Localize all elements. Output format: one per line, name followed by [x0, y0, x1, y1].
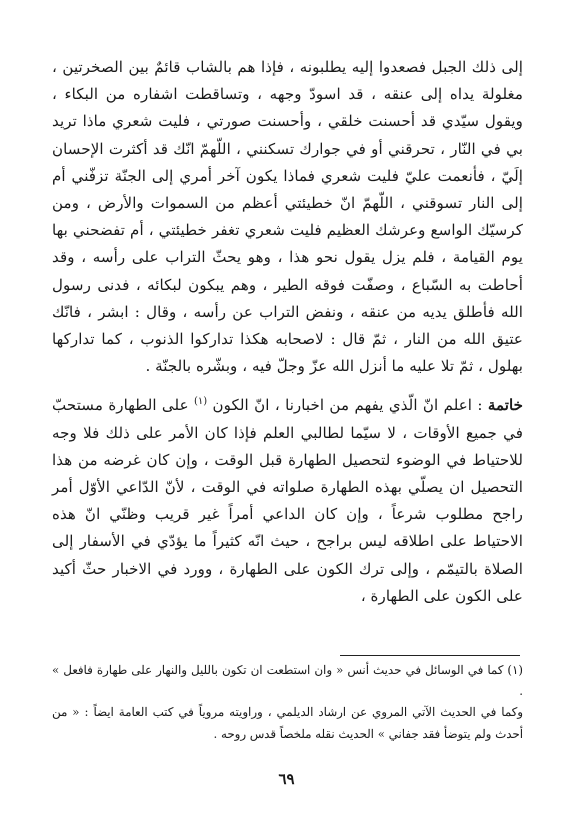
footnote-separator — [340, 655, 520, 656]
paragraph-1: إلى ذلك الجبل فصعدوا إليه يطلبونه ، فإذا هم بالشاب قائمٌ بين الصخرتين ، مغلولة يداه إلى عنقه ، قد اسودّ وجهه ، وتساقطت اشفاره من البكاء ، ويقول سيّدي قد أحسنت خلقي ، وأحسنت صورتي ، فليت شعري ماذا تريد بي في النّار ، تحرقني أو في جوارك تسكنني ، اللّهمّ انّك قد أكثرت الإحسان إلَيّ ، فأنعمت عليّ فليت شعري فماذا يكون آخر أمري إلى الجنّة تزفّني أم إلى النار تسوقني ، اللّهمّ انّ خطيئتي أعظم من السموات والأرض ، ومن كرسيّك الواسع وعرشك العظيم فليت شعري تغفر خطيئتي ، أم تفضحني بها يوم القيامة ، فلم يزل يقول نحو هذا ، وهو يحثّ التراب على رأسه ، وقد أحاطت به السّباع ، وصفّت فوقه الطير ، وهم يبكون لبكائه ، فدنى رسول الله فأطلق يديه من عنقه ، ونفض التراب عن رأسه ، وقال : ابشر ، فانّك عتيق الله من النار ، ثمّ قال : لاصحابه هكذا تداركوا الذنوب ، كما تداركها بهلول ، ثمّ تلا عليه ما أنزل الله عزّ وجلّ فيه ، وبشّره بالجنّة . — [52, 58, 523, 376]
page-number: ٦٩ — [278, 770, 295, 788]
footnote-reference: (١) — [194, 396, 208, 408]
paragraph-2 — [52, 392, 523, 610]
paragraph-2-text-a: : اعلم انّ الّذي يفهم من اخبارنا ، انّ الكون — [207, 396, 488, 415]
footnote-2: وكما في الحديث الآتي المروي عن ارشاد الديلمي ، وراويته مروياً في كتب العامة ايضاً : « من أحدث ولم يتوضأ فقد جفاني » الحديث نقله ملخصاً قدس روحه . — [52, 705, 523, 741]
main-text-block — [52, 54, 523, 610]
paragraph-2-text-b: على الطهارة مستحبّ في جميع الأوقات ، لا سيّما لطالبي العلم فإذا كان الأمر على ذلك فلا وجه للاحتياط في الوضوء لتحصيل الطهارة قبل الوقت ، وإن كان غرضه من هذا التحصيل ان يصلّي بهذه الطهارة صلواته في الوقت ، لأنّ الدّاعي الأوّل أمر راجح مطلوب شرعاً ، وإن كان الداعي أمراً غير قريب وظنّي انّ هذه الاحتياط على اطلاقه ليس براجح ، حيث انّه كثيراً ما يؤدّي في الأسفار إلى الصلاة بالتيمّم ، وإلى ترك الكون على الطهارة ، وورد في الاخبار حثّ أكيد على الكون على الطهارة ، — [52, 396, 523, 605]
footnotes-block — [52, 660, 523, 745]
section-heading-khatima: خاتمة — [487, 396, 523, 415]
footnote-1: (١) كما في الوسائل في حديث أنس « وان استطعت ان تكون بالليل والنهار على طهارة فافعل » . — [52, 663, 523, 699]
